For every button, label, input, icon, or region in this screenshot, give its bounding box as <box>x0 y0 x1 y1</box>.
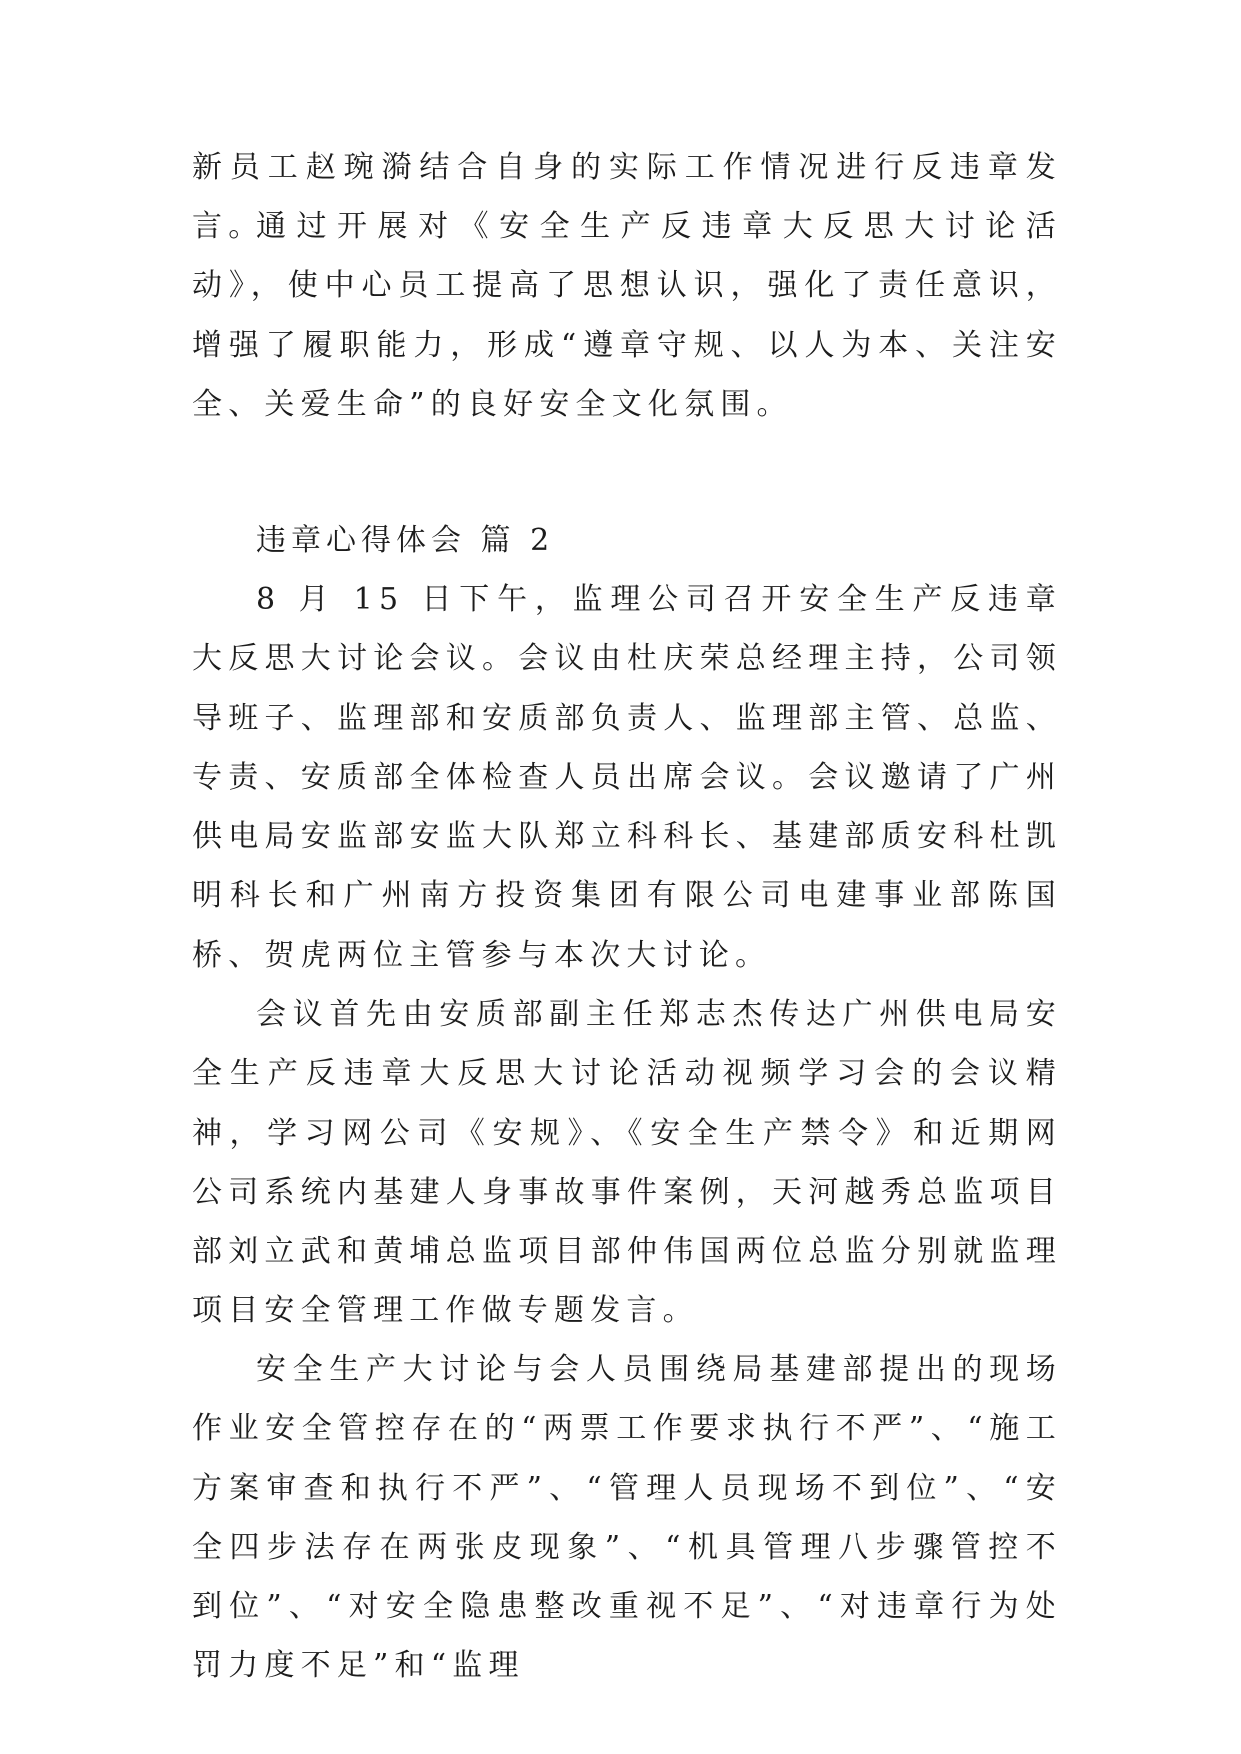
paragraph-continuation: 新员工赵琬漪结合自身的实际工作情况进行反违章发言。 <box>192 150 1062 245</box>
paragraph-meeting-content: 会议首先由安质部副主任郑志杰传达广州供电局安全生产反违章大反思大讨论活动视频学习会的会议精神，学习网公司《安规》、《安全生产禁令》和近期网公司系统内基建人身事故事件案例，天河越秀总监项目部刘立武和黄埔总监项目部仲伟国两位总监分别就监理项目安全管理工作做专题发言。 <box>192 997 1062 1329</box>
paragraph-meeting-intro: 8 月 15 日下午，监理公司召开安全生产反违章大反思大讨论会议。会议由杜庆荣总经理主持，公司领导班子、监理部和安质部负责人、监理部主管、总监、专责、安质部全体检查人员出席会议。会议邀请了广州供电局安监部安监大队郑立科科长、基建部质安科杜凯明科长和广州南方投资集团有限公司电建事业部陈国桥、贺虎两位主管参与本次大讨论。 <box>192 582 1062 973</box>
paragraph-discussion: 安全生产大讨论与会人员围绕局基建部提出的现场作业安全管控存在的“两票工作要求执行不严”、“施工方案审查和执行不严”、“管理人员现场不到位”、“安全四步法存在两张皮现象”、“机具管理八步骤管控不到位”、“对安全隐患整改重视不足”、“对违章行为处罚力度不足”和“监理 <box>192 1352 1062 1684</box>
section-title: 违章心得体会 篇 2 <box>256 523 555 558</box>
paragraph-activity-summary: 通过开展对《安全生产反违章大反思大讨论活动》，使中心员工提高了思想认识，强化了责任意识，增强了履职能力，形成“遵章守规、以人为本、关注安全、关爱生命”的良好安全文化氛围。 <box>192 209 1062 422</box>
